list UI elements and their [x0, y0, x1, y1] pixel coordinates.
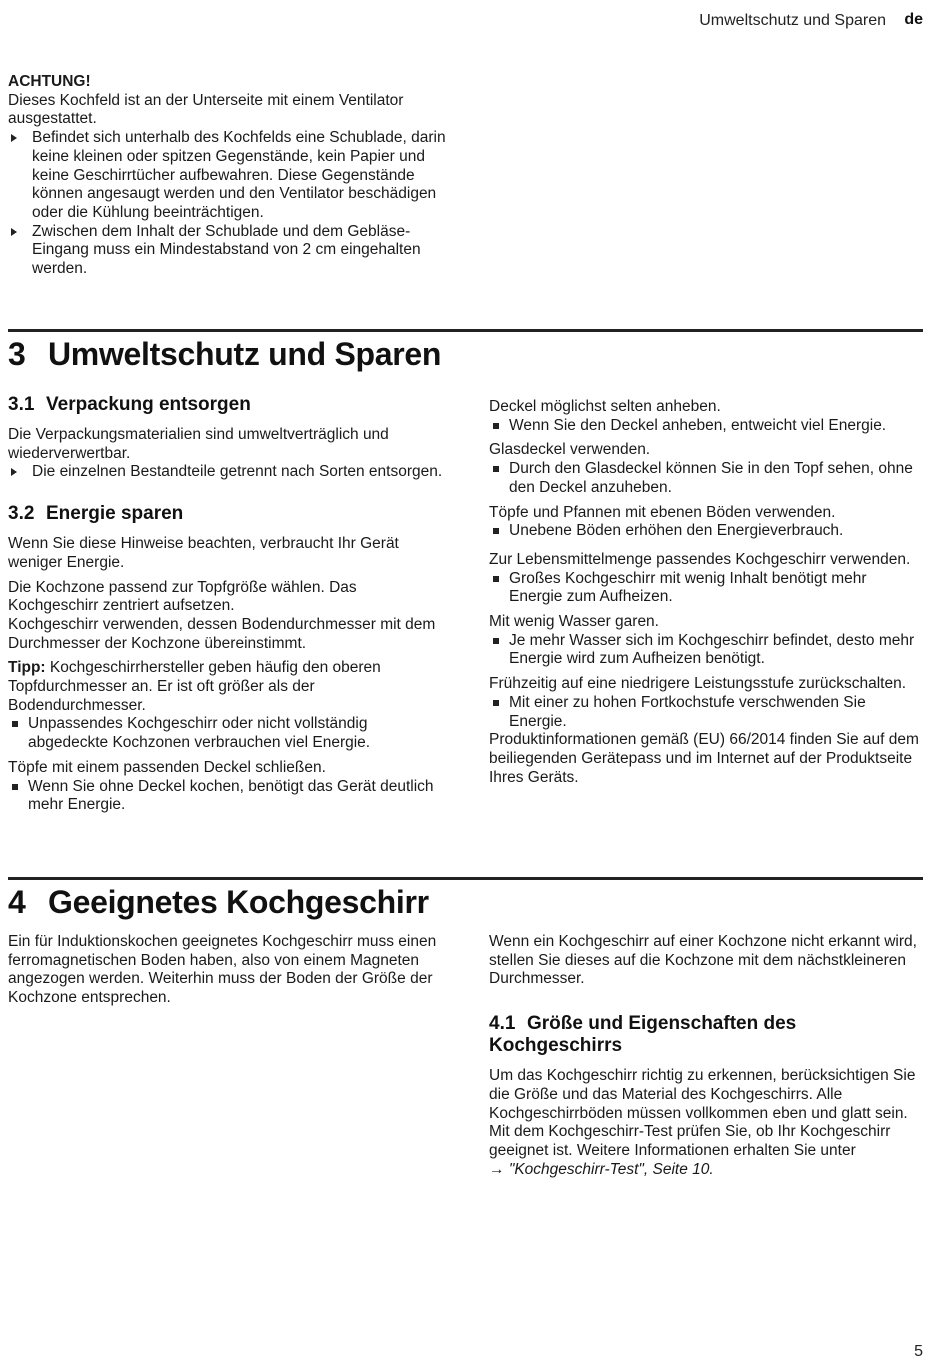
tip-glass-lid-bullet: Durch den Glasdeckel können Sie in den Topf sehen, ohne den Deckel anzuheben. — [489, 460, 919, 497]
section-3-rule — [8, 329, 923, 332]
energy-intro: Wenn Sie diese Hinweise beachten, verbraucht Ihr Gerät weniger Energie. — [8, 535, 399, 571]
subsection-3-1-number: 3.1 — [8, 394, 35, 415]
energy-paragraph-1: Die Kochzone passend zur Topfgröße wählen. Das Kochgeschirr zentriert aufsetzen. — [8, 578, 357, 615]
tip-little-water: Mit wenig Wasser garen. — [489, 613, 659, 631]
section-4-number: 4 — [8, 884, 26, 920]
energy-paragraph-2: Kochgeschirr verwenden, dessen Bodendurchmesser mit dem Durchmesser der Kochzone übereinstimmt. — [8, 615, 436, 652]
tip-glass-lid: Glasdeckel verwenden. — [489, 441, 651, 459]
tip-flat-bottom-bullet: Unebene Böden erhöhen den Energieverbrauch. — [489, 522, 919, 541]
arrow-right-icon: → — [489, 1160, 505, 1178]
warning-block — [8, 73, 448, 279]
section-4-heading — [8, 884, 429, 921]
language-code: de — [904, 11, 923, 28]
energy-tip — [8, 659, 448, 715]
section-3-right-column — [489, 398, 919, 787]
section-3-left-column — [8, 394, 448, 815]
tip-lid-bullet: Wenn Sie den Deckel anheben, entweicht viel Energie. — [489, 417, 919, 436]
packaging-bullet: Die einzelnen Bestandteile getrennt nach Sorten entsorgen. — [8, 463, 448, 482]
section-3-title: Umweltschutz und Sparen — [48, 336, 442, 372]
section-3-number: 3 — [8, 336, 26, 372]
tip-label: Tipp: — [8, 659, 46, 677]
cookware-intro: Ein für Induktionskochen geeignetes Kochgeschirr muss einen ferromagnetischen Boden haben, also von einem Magneten angezogen werden. Weiterhin muss der Boden der Größe der Kochzone entsprechen. — [8, 933, 437, 1007]
energy-bullet-2: Wenn Sie ohne Deckel kochen, benötigt das Gerät deutlich mehr Energie. — [8, 778, 448, 815]
subsection-3-2-title: Energie sparen — [46, 503, 184, 525]
warning-bullet-2: Zwischen dem Inhalt der Schublade und dem Gebläse-Eingang muss ein Mindestabstand von 2 cm eingehalten werden. — [8, 223, 448, 279]
tip-text: Kochgeschirrhersteller geben häufig den oberen Topfdurchmesser an. Er ist oft größer als der Bodendurchmesser. — [8, 659, 381, 714]
subsection-3-1-heading — [8, 394, 448, 416]
packaging-text: Die Verpackungsmaterialien sind umweltverträglich und wiederverwertbar. — [8, 426, 389, 462]
warning-title: ACHTUNG! — [8, 73, 91, 90]
section-4-left-column — [8, 933, 448, 1008]
warning-text: Dieses Kochfeld ist an der Unterseite mit einem Ventilator ausgestattet. — [8, 91, 404, 128]
cookware-test-reference[interactable] — [489, 1161, 919, 1180]
warning-bullet-1: Befindet sich unterhalb des Kochfelds eine Schublade, darin keine kleinen oder spitzen Gegenstände, kein Papier und keine Geschirrtücher aufbewahren. Diese Gegenstände können angesaugt werden und den Ventilator beschädigen oder die Kühlung beeinträchtigen. — [8, 129, 448, 223]
tip-lower-level-bullet: Mit einer zu hohen Fortkochstufe verschwenden Sie Energie. — [489, 694, 919, 731]
subsection-3-2-heading — [8, 503, 448, 525]
section-4-right-column — [489, 933, 919, 1179]
energy-paragraph-3: Töpfe mit einem passenden Deckel schließen. — [8, 758, 326, 776]
cookware-not-detected: Wenn ein Kochgeschirr auf einer Kochzone nicht erkannt wird, stellen Sie dieses auf die Kochzone mit dem nächstkleineren Durchmesser. — [489, 933, 917, 988]
tip-cookware-size-bullet: Großes Kochgeschirr mit wenig Inhalt benötigt mehr Energie zum Aufheizen. — [489, 570, 919, 607]
section-4-title: Geeignetes Kochgeschirr — [48, 884, 429, 920]
cookware-test-link[interactable]: "Kochgeschirr-Test", Seite 10. — [508, 1160, 714, 1178]
page-number: 5 — [914, 1343, 923, 1360]
cookware-size-paragraph-2: Mit dem Kochgeschirr-Test prüfen Sie, ob Ihr Kochgeschirr geeignet ist. Weitere Informationen erhalten Sie unter — [489, 1123, 891, 1159]
tip-flat-bottom: Töpfe und Pfannen mit ebenen Böden verwenden. — [489, 503, 836, 521]
tip-little-water-bullet: Je mehr Wasser sich im Kochgeschirr befindet, desto mehr Energie wird zum Aufheizen benötigt. — [489, 632, 919, 669]
subsection-3-1-title: Verpackung entsorgen — [46, 394, 251, 415]
subsection-4-1-heading — [489, 1013, 919, 1057]
section-4-rule — [8, 877, 923, 880]
tip-lower-level: Frühzeitig auf eine niedrigere Leistungsstufe zurückschalten. — [489, 675, 907, 693]
tip-lid: Deckel möglichst selten anheben. — [489, 398, 721, 415]
subsection-3-2-number: 3.2 — [8, 503, 35, 525]
section-3-heading — [8, 336, 441, 373]
subsection-4-1-title: Größe und Eigenschaften des Kochgeschirrs — [489, 1013, 797, 1057]
running-header-title: Umweltschutz und Sparen — [699, 12, 886, 29]
subsection-4-1-number: 4.1 — [489, 1013, 516, 1035]
tip-cookware-size: Zur Lebensmittelmenge passendes Kochgeschirr verwenden. — [489, 550, 911, 568]
product-info: Produktinformationen gemäß (EU) 66/2014 finden Sie auf dem beiliegenden Gerätepass und im Internet auf der Produktseite Ihres Geräts. — [489, 731, 919, 786]
cookware-size-paragraph-1: Um das Kochgeschirr richtig zu erkennen, berücksichtigen Sie die Größe und das Material des Kochgeschirrs. Alle Kochgeschirrböden müssen vollkommen eben und glatt sein. — [489, 1067, 916, 1122]
energy-bullet-1: Unpassendes Kochgeschirr oder nicht vollständig abgedeckte Kochzonen verbrauchen viel Energie. — [8, 715, 448, 752]
